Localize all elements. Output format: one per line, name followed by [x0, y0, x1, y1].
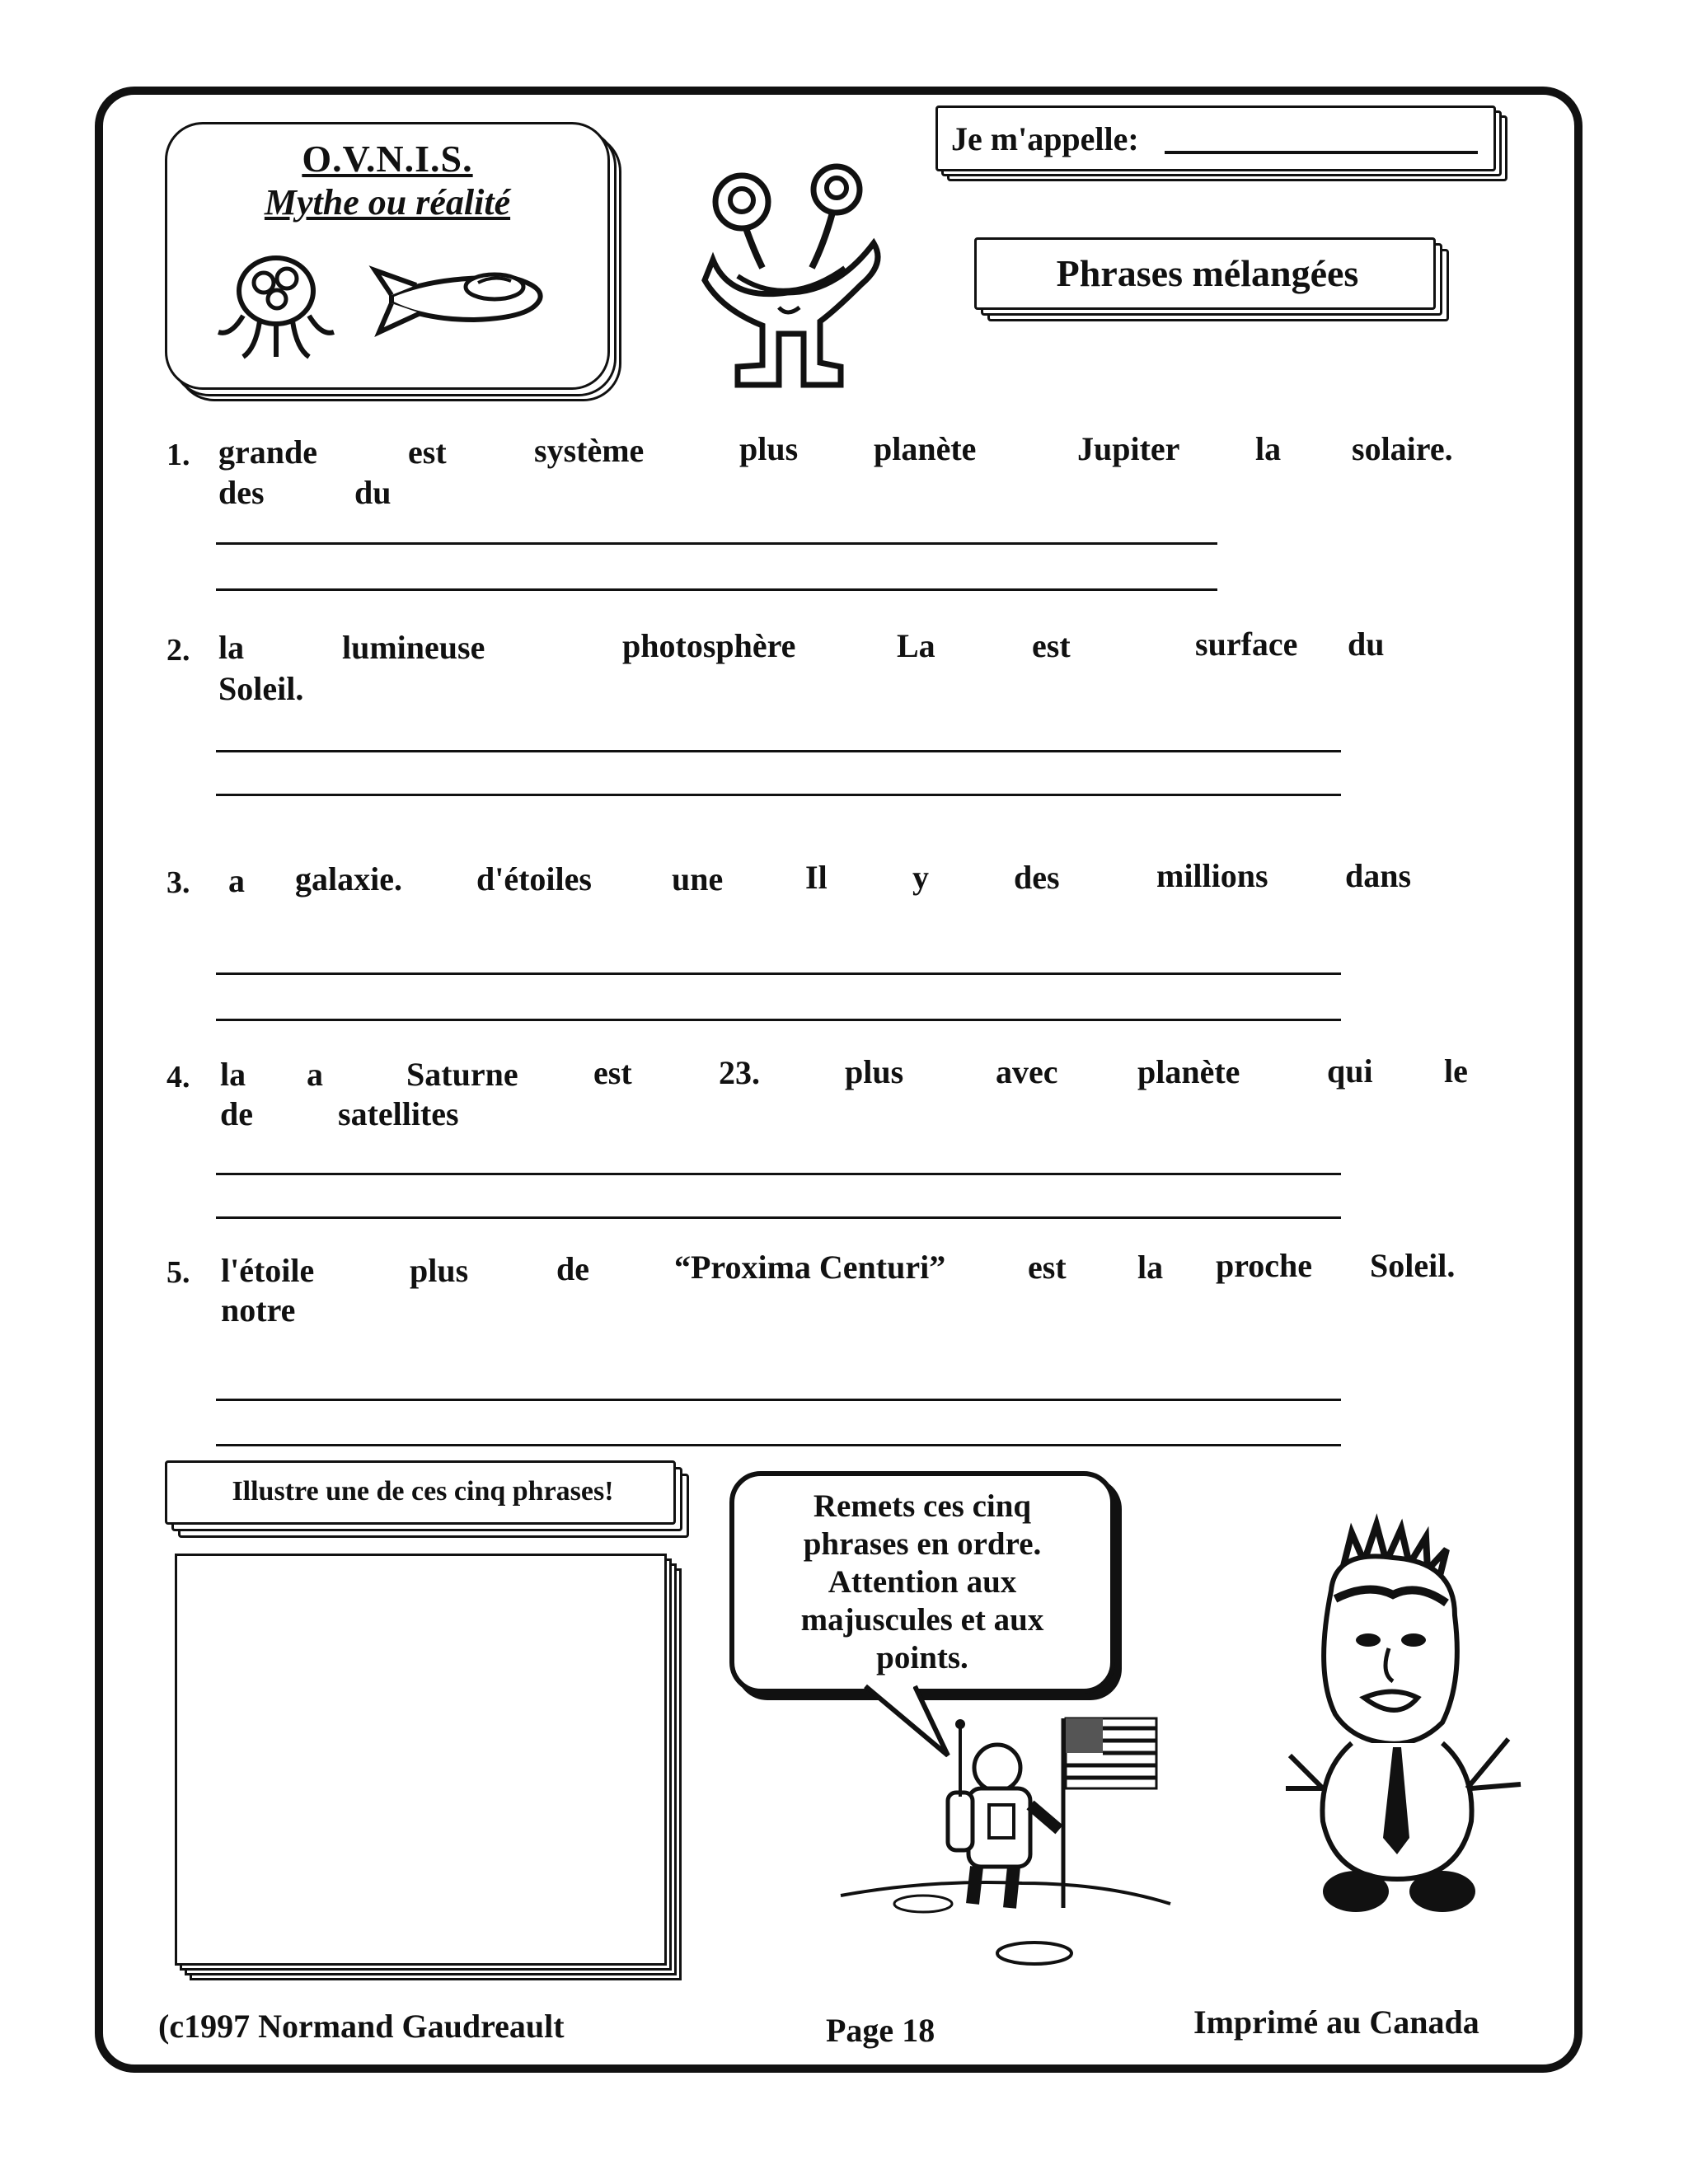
answer-line[interactable]	[216, 542, 1217, 545]
scrambled-word: satellites	[338, 1095, 459, 1132]
scrambled-word: dans	[1345, 857, 1412, 894]
answer-line[interactable]	[216, 1173, 1341, 1175]
scrambled-word: millions	[1156, 857, 1268, 894]
scrambled-word: galaxie.	[295, 860, 402, 898]
scrambled-word: le	[1444, 1052, 1468, 1090]
question-number: 4.	[166, 1060, 190, 1094]
scrambled-word: La	[897, 627, 935, 664]
scrambled-word: proche	[1216, 1247, 1313, 1284]
scrambled-word: notre	[221, 1291, 296, 1329]
scrambled-word: grande	[218, 434, 317, 471]
scrambled-word: a	[228, 862, 245, 899]
scrambled-word: planète	[1137, 1053, 1240, 1090]
scrambled-word: est	[593, 1054, 632, 1091]
scrambled-word: plus	[845, 1053, 904, 1090]
ovnis-title: O.V.N.I.S.	[302, 138, 473, 180]
scrambled-word: d'étoiles	[476, 860, 592, 898]
scrambled-word: qui	[1327, 1052, 1373, 1090]
name-input-line[interactable]	[1165, 151, 1478, 154]
speech-bubble	[729, 1471, 1115, 1694]
name-box	[935, 105, 1508, 180]
scrambled-word: plus	[410, 1252, 469, 1289]
scrambled-word: la	[220, 1056, 246, 1093]
scrambled-word: avec	[996, 1053, 1058, 1090]
scrambled-word: Saturne	[406, 1056, 518, 1093]
scrambled-word: des	[1014, 859, 1060, 896]
scrambled-word: du	[354, 474, 392, 511]
answer-line[interactable]	[216, 972, 1341, 975]
scrambled-word: du	[1348, 626, 1385, 663]
scrambled-word: surface	[1195, 626, 1298, 663]
scrambled-word: est	[1032, 627, 1071, 664]
name-label: Je m'appelle:	[951, 120, 1139, 157]
scrambled-word: l'étoile	[221, 1252, 315, 1289]
scrambled-word: la	[1137, 1249, 1164, 1286]
answer-line[interactable]	[216, 750, 1341, 752]
scrambled-word: de	[220, 1095, 253, 1132]
scrambled-word: photosphère	[622, 627, 796, 664]
answer-line[interactable]	[216, 1399, 1341, 1401]
scrambled-word: la	[218, 629, 245, 666]
footer-copyright: (c1997 Normand Gaudreault	[158, 2008, 565, 2045]
scrambled-word: solaire.	[1352, 430, 1453, 467]
scrambled-word: de	[556, 1250, 589, 1287]
scrambled-word: est	[1028, 1249, 1067, 1286]
scrambled-word: Il	[805, 859, 828, 896]
answer-line[interactable]	[216, 1444, 1341, 1446]
question-number: 1.	[166, 438, 190, 472]
question-number: 5.	[166, 1255, 190, 1290]
ovnis-subtitle: Mythe ou réalité	[264, 182, 511, 223]
eyestalk-alien-icon	[696, 169, 894, 391]
octopus-alien-icon	[214, 246, 338, 361]
scrambled-word: la	[1255, 430, 1282, 467]
scrambled-word: une	[672, 860, 724, 898]
scrambled-word: Soleil.	[1370, 1247, 1456, 1284]
scrambled-word: plus	[739, 430, 799, 467]
punk-character-icon	[1286, 1525, 1525, 1929]
scrambled-word: “Proxima Centuri”	[674, 1249, 946, 1286]
astronaut-flag-icon	[832, 1706, 1179, 1986]
section-title: Phrases mélangées	[1056, 252, 1359, 294]
question-number: 3.	[166, 865, 190, 900]
rocket-ship-icon	[375, 254, 548, 344]
section-title-box	[974, 237, 1451, 321]
footer-page-number: Page 18	[826, 2012, 935, 2049]
title-card	[165, 122, 626, 394]
speech-bubble-text: Remets ces cinq phrases en ordre. Attention aux majuscules et aux points.	[800, 1488, 1044, 1675]
scrambled-word: est	[408, 434, 447, 471]
illustrate-label: Illustre une de ces cinq phrases!	[232, 1476, 614, 1507]
scrambled-word: 23.	[719, 1054, 760, 1091]
answer-line[interactable]	[216, 1216, 1341, 1219]
scrambled-word: des	[218, 474, 265, 511]
answer-line[interactable]	[216, 794, 1341, 796]
question-number: 2.	[166, 633, 190, 668]
scrambled-word: système	[534, 432, 645, 469]
scrambled-word: a	[307, 1056, 323, 1093]
scrambled-word: lumineuse	[342, 629, 485, 666]
scrambled-word: y	[912, 859, 929, 896]
answer-line[interactable]	[216, 588, 1217, 591]
footer-printed: Imprimé au Canada	[1193, 2004, 1479, 2041]
scrambled-word: Jupiter	[1077, 430, 1180, 467]
drawing-area[interactable]	[175, 1554, 690, 1990]
scrambled-word: Soleil.	[218, 670, 304, 707]
scrambled-word: planète	[874, 430, 977, 467]
illustrate-label-box	[165, 1460, 692, 1543]
answer-line[interactable]	[216, 1019, 1341, 1021]
